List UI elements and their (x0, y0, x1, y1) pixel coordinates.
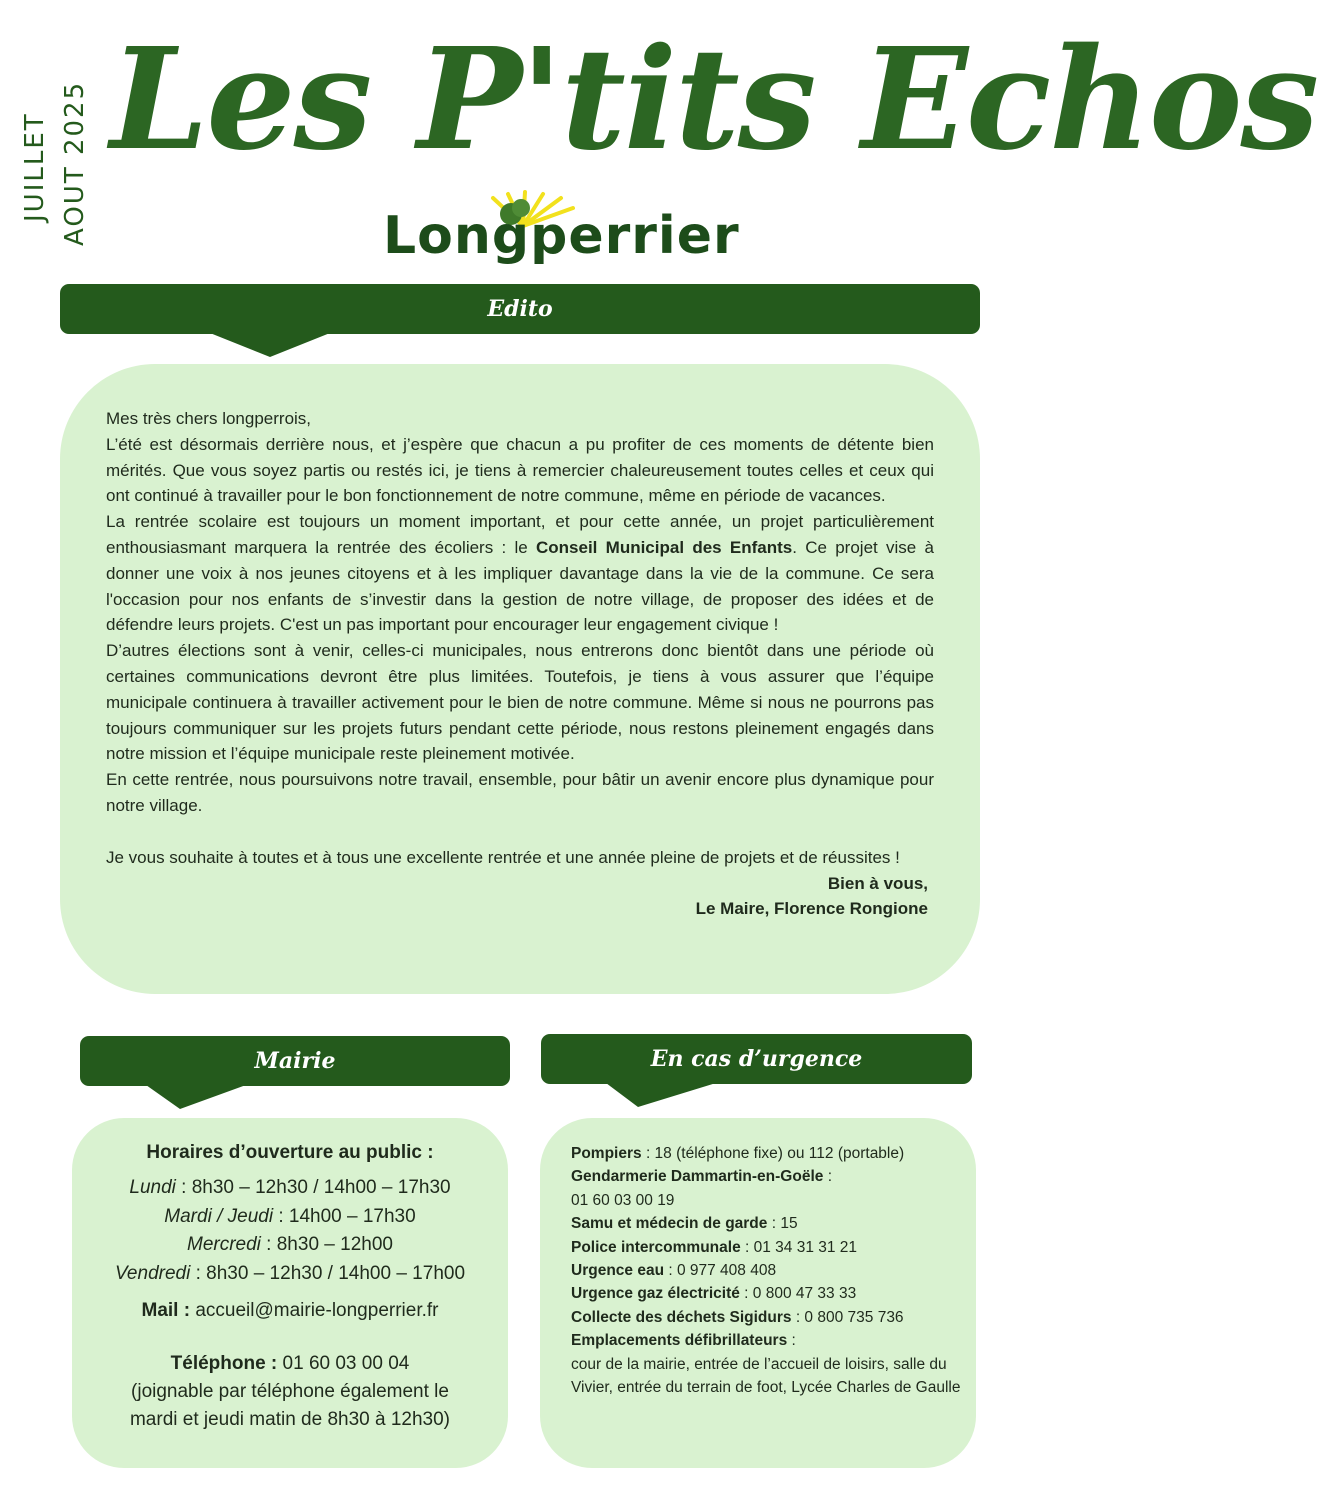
urgence-label: Urgence gaz électricité (571, 1285, 740, 1303)
hours-day: Mardi / Jeudi (164, 1205, 274, 1227)
hours-row (72, 1260, 508, 1289)
telephone-note: (joignable par téléphone également le mardi et jeudi matin de 8h30 à 12h30) (129, 1381, 451, 1430)
mairie-header (80, 1036, 510, 1086)
urgence-label: Urgence eau (571, 1262, 665, 1280)
mairie-bubble (72, 1118, 508, 1468)
hours-time: : 8h30 – 12h00 (260, 1234, 393, 1255)
urgence-header-pointer (606, 1083, 716, 1109)
urgence-label: Gendarmerie Dammartin-en-Goële (571, 1168, 824, 1186)
urgence-item (571, 1353, 966, 1400)
urgence-value: 01 60 03 00 19 (571, 1191, 675, 1209)
urgence-label: Emplacements défibrillateurs (571, 1332, 788, 1350)
telephone-block (72, 1350, 508, 1434)
edito-header-pointer (210, 333, 330, 359)
edito-bubble (60, 364, 980, 994)
edito-paragraph-5: Je vous souhaite à toutes et à tous une excellente rentrée et une année pleine de projets et de réussites ! (106, 847, 900, 867)
urgence-item (571, 1259, 966, 1282)
urgence-item (571, 1236, 966, 1259)
urgence-value: : (823, 1168, 833, 1186)
urgence-header (541, 1034, 972, 1084)
edito-greeting: Mes très chers longperrois, (106, 409, 312, 428)
urgence-item (571, 1212, 966, 1235)
edito-signoff: Bien à vous, (827, 873, 928, 893)
urgence-label: Collecte des déchets Sigidurs (571, 1308, 792, 1326)
edito-header (60, 284, 980, 334)
urgence-value: : 0 977 408 408 (664, 1262, 777, 1280)
hours-day: Mercredi (187, 1234, 261, 1255)
hours-time: : 8h30 – 12h30 / 14h00 – 17h30 (175, 1177, 451, 1198)
telephone-line (72, 1350, 508, 1378)
urgence-label: Samu et médecin de garde (571, 1215, 768, 1233)
urgence-value: : (787, 1332, 796, 1350)
urgence-item (571, 1306, 966, 1329)
edito-header-label: Edito (487, 296, 553, 322)
urgence-label: Pompiers (571, 1145, 642, 1162)
newsletter-title: Les P'tits Echos (110, 18, 1317, 182)
edito-paragraph-2 (106, 509, 934, 638)
urgence-value: : 0 800 47 33 33 (739, 1285, 857, 1303)
urgence-item (571, 1329, 966, 1352)
edito-paragraph-3: D’autres élections sont à venir, celles-ci municipales, nous entrerons donc bientôt dans une période où certaines communications devront être plus limitées. Toutefois, je tiens à vous assurer que l’équipe municipale continuera à travailler activement pour le bien de notre commune. Même si nous ne pourrons pas toujours communiquer sur les projets futurs pendant cette période, nous restons pleinement engagés dans notre mission et l’équipe municipale reste pleinement motivée. (106, 641, 934, 764)
telephone-number: 01 60 03 00 04 (277, 1353, 410, 1374)
urgence-value: : 01 34 31 31 21 (740, 1238, 858, 1256)
urgence-item (571, 1142, 966, 1165)
edito-paragraph-1: L’été est désormais derrière nous, et j’espère que chacun a pu profiter de ces moments de détente bien mérités. Que vous soyez partis ou restés ici, je tiens à remercier chaleureusement toutes celles et ceux qui ont continué à travailler pour le bon fonctionnement de notre commune, même en période de vacances. (106, 434, 934, 506)
mail-line (72, 1300, 508, 1322)
edito-paragraph-2-start: La rentrée scolaire est toujours un moment important, et pour cette année, un projet particulièrement enthousiasmant marquera la rentrée des écoliers : le (106, 512, 934, 557)
hours-row (72, 1231, 508, 1260)
urgence-item (571, 1165, 966, 1188)
mail-address-link[interactable]: accueil@mairie-longperrier.fr (190, 1300, 439, 1321)
urgence-list (571, 1142, 966, 1399)
hours-time: : 8h30 – 12h30 / 14h00 – 17h00 (190, 1262, 466, 1284)
urgence-value: cour de la mairie, entrée de l’accueil de loisirs, salle du Vivier, entrée du terrain de foot, Lycée Charles de Gaulle (571, 1355, 961, 1397)
brand-wordmark: Longperrier (383, 206, 740, 266)
issue-date (18, 40, 90, 246)
urgence-item (571, 1189, 966, 1212)
hours-day: Lundi (129, 1177, 176, 1198)
edito-text (106, 406, 934, 922)
hours-day: Vendredi (114, 1262, 191, 1284)
mairie-info (72, 1142, 508, 1434)
mairie-header-label: Mairie (254, 1048, 336, 1074)
urgence-value: : 15 (767, 1215, 798, 1233)
issue-date-line1: JUILLET (20, 112, 50, 222)
hours-row (72, 1203, 508, 1232)
edito-paragraph-4: En cette rentrée, nous poursuivons notre travail, ensemble, pour bâtir un avenir encore plus dynamique pour notre village. (106, 770, 934, 815)
urgence-header-label: En cas d’urgence (650, 1046, 863, 1072)
hours-time: : 14h00 – 17h30 (273, 1205, 416, 1227)
hours-title: Horaires d’ouverture au public : (146, 1142, 434, 1163)
edito-highlight-conseil: Conseil Municipal des Enfants (535, 537, 793, 557)
urgence-bubble (540, 1118, 976, 1468)
longperrier-logo (383, 192, 740, 274)
urgence-value: : 18 (téléphone fixe) ou 112 (portable) (641, 1145, 905, 1162)
hours-row (72, 1174, 508, 1203)
mairie-header-pointer (146, 1085, 246, 1111)
urgence-item (571, 1282, 966, 1305)
issue-date-line2: AOUT 2025 (60, 80, 90, 246)
urgence-value: : 0 800 735 736 (791, 1308, 904, 1326)
mail-label: Mail : (141, 1300, 191, 1321)
urgence-label: Police intercommunale (571, 1238, 741, 1256)
edito-paragraph-2-end: . Ce projet vise à donner une voix à nos jeunes citoyens et à les impliquer davantage dans la vie de la commune. Ce sera l'occasion pour nos enfants de s’investir dans la gestion de notre village, de proposer des idées et de défendre leurs projets. C'est un pas important pour encourager leur engagement civique ! (106, 537, 934, 635)
edito-signature: Le Maire, Florence Rongione (695, 899, 928, 919)
telephone-label: Téléphone : (170, 1353, 278, 1374)
